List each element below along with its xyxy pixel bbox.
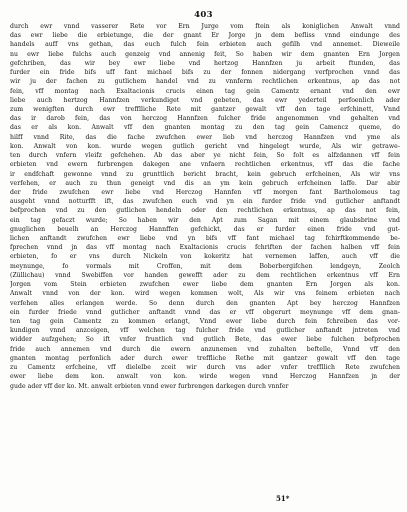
text-line: gnuglichen beuelh an Herczog Hannffen gefchickt, das er furder einen fride vnd gut- [10,225,400,233]
text-line: handels auff vns gethan, das euch fulch fein erbieten auch gefilh vnd annemet. Dieweile [10,41,400,49]
text-line: gefchriben, das wir bey ewr liebe vnd hertzog Hannfzen ju arbeit ftunden, das [10,59,400,67]
text-line: ein tag gefaczt wurde; So haben wir den Apt zum Sagan mit einem glaubsbrine vnd [10,216,400,224]
text-line: erbieten, fo er vns durch Nickeln von kokeritz hat vernemen laffen, auch vff die [10,253,400,261]
text-line: ausgeht vnnd notturfft ift, das zwufchen euch vnd yn ein furder fride vnd gutlicher anftandt [10,198,400,206]
text-line: gnanten montag perfonlich ader durch ewer treffliche Rethe mit gantzer gewalt vff den tage [10,354,400,362]
text-line: furder ein fride bifs uff fant michael bifs zu der fonnen nidergang verfprochen vnnd das [10,69,400,77]
text-line: wir ju der fachen zu gutlichem handel vnd zu vnnferm rechtlichen erkentnus, ap das not [10,78,400,86]
text-line: Jorgen vom Stein erbieten zwufchen ewer liebe dem gnanten Ern Jorgen als kon. [10,281,400,289]
text-line: ir endfchaft gewonne vnnd zu grunttlich bericht bracht, kein gebruch erfcheinen, Als wir vns [10,170,400,178]
text-line: ten tag gein Camentz zu kommen erlangt, Vnnd ewer liebe durch fein fchreiben das vor- [10,318,400,325]
text-line: zu Camentz erfcheine, vff dielelbe zceit wir durch vns ader vnfer treffllich Rete zwufchen [10,364,400,372]
text-line: (Züllichau) vnnd Swebiffen vor handen gewefft ader zu dem rechtlichen erkentnus vff Ern [10,271,400,279]
text-line: widder aufzgehen; So ift vnfer fruntlich vnd gutlich Bete, das ewer liebe fulchen befprochen [10,336,400,344]
text-line: das ewr liebe die erbietunge, die der gnant Er Jorge jn dem befliss vnnd eindunge des [10,32,400,40]
text-line: ewer liebe dem kon. anwalt von kon. wirde wegen vnnd Herczog Hannfzen jn der [10,373,400,381]
text-line: Anwalt vnnd von der kon. wird wegen kommen wolt, Als wir vns feinem erbieten nach [10,290,400,298]
text-line: fprechen vnnd jn das vff montag nach Exaltacionis crucis fchriften der fachen halben vff fein [10,244,400,252]
text-line: das er als kon. Anwalt vff den gnanten montag zu den tag gein Camencz queme, do [10,124,400,132]
text-line: verfehen, er auch zu thun geneigt vnd dis an ym kein gebruch erfcheinen laffe. Dar abir [10,179,400,187]
text-line: fride auch annemen vnd durch die ewern anzunemen vnd zuhalten beftelle, Vnnd vff den [10,345,400,353]
page-number: 403 [194,10,213,20]
text-line: durch ewr vnnd vasserer Rete vor Ern Jurge vom ftein als koniglichen Anwalt vnnd [10,23,400,30]
body-text [10,22,400,391]
text-line: nu ewr liebe fulchs auch genzeig vnd annenig feit, So haben wir dem gnanten Ern Jorgen [10,50,400,58]
text-line: lichen anftandt zwufchen ewr liebe vnd yn bifs vff fant michael tag fchirftkommende be- [10,235,400,243]
text-line: kundigen vnnd anzceigen, vff welchen tag fulcher fride vnd gutlicher anftandt jntreten vnd [10,327,400,335]
text-line: hilff vnnd Rite, das die fache zwufchen ewer lieb vnd herczog Hannfzen vnd yme als [10,133,400,141]
text-line: kon. Anwalt von kon. wurde wegen gutlich gericht vnd hingelegt wurde, Als wir getrawe- [10,142,400,150]
text-line: ten durch vnfern vleifz gefchehen. Ab das aber ye nicht fein, So folt es alfzdannen vff fein [10,152,400,160]
text-line: der fride zwufchen ewr liebe vnd Herczog Hannfen vff morgen fant Bartholomeus tag [10,188,400,196]
text-line: verfehen alles erlangen werde. So denn durch den gnanten Apt bey herczog Hannfzen [10,299,400,307]
signature-mark: 51* [276,494,290,503]
text-line: ein furder friede vnnd gutlicher anftandt vnnd das er vff obgerurt meynunge vff dem gnan- [10,308,400,316]
text-line: das ir darob fein, das von herczog Hannfzen fulcher fride angenommen vnd gehalten vnd [10,115,400,123]
text-line: erbieten vnd ewern furbrengen dakegen ane vnfaern rechtlichen erkentnus, vff das die fache [10,161,400,169]
text-line: gude ader vff der ko. Mt. anwalt erbieten vnnd ewer furbrengen darkegen durch vnnfer [10,382,289,390]
text-line: liebe auch hertzog Hannfzen verkundiget vnd gebeten, das ewr yederteil perfoenlich ader [10,96,400,104]
text-line: zum wenigften durch ewr trefflliche Rete mit gantzer gewalt vff den tage erfchinett, Vnnd [10,105,400,113]
text-line: meynunge, fo vormals mit Croffen, mit dem Boberbergifchen lendgeyn, Zeolch [10,262,400,270]
text-line: fein, vff montag nach Exaltacionis crucis einen tag gein Camentz ernant vnd den ewr [10,87,400,95]
text-line: befprochen vnd zu den gutlichen hendeln oder den rechtlichen erkentnus, ap das not fein, [10,207,400,215]
